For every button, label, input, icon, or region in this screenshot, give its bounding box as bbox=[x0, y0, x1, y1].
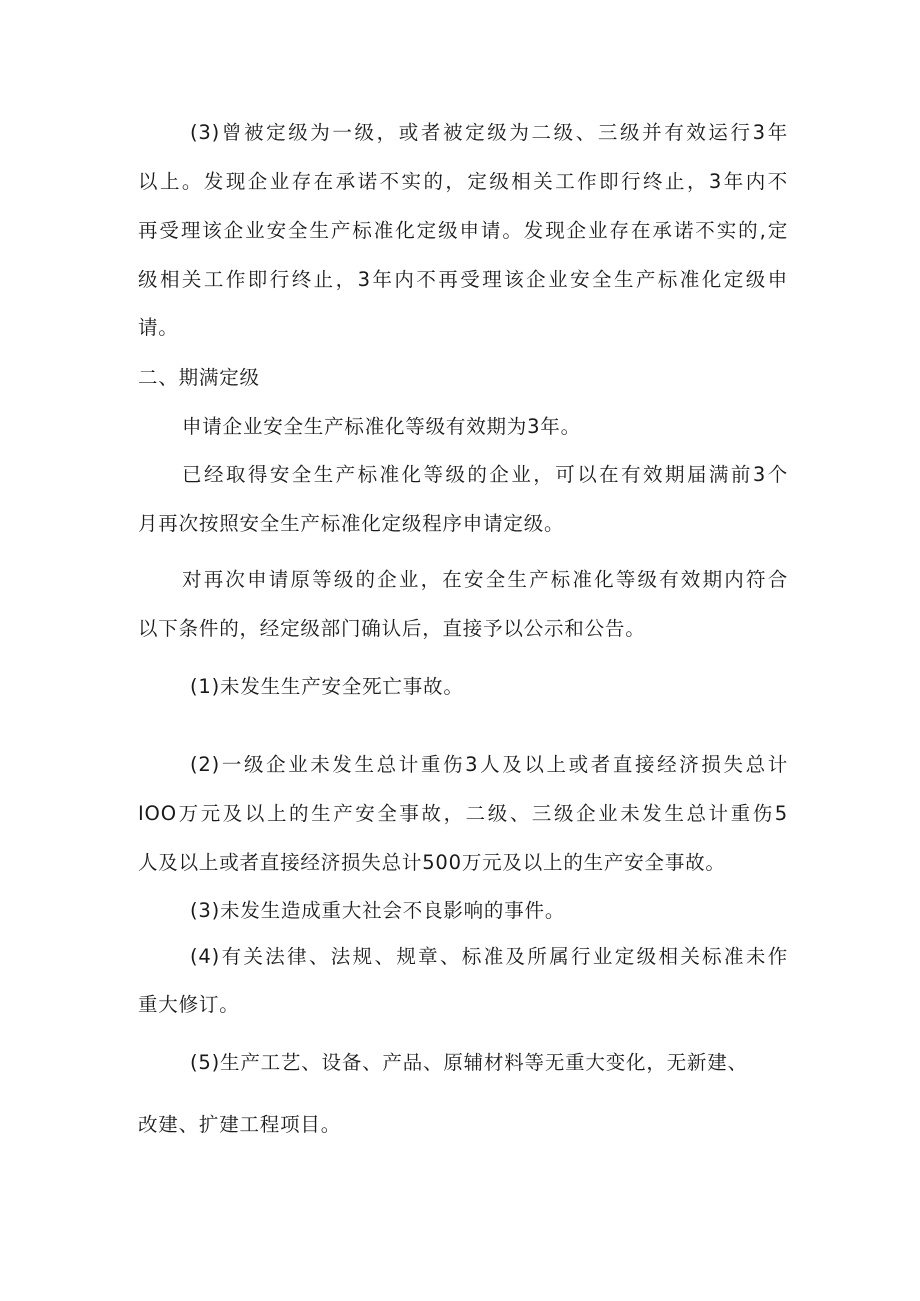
list-item: (1)未发生生产安全死亡事故。 bbox=[190, 675, 464, 698]
text-line: 再受理该企业安全生产标准化定级申请。发现企业存在承诺不实的,定 bbox=[138, 219, 788, 242]
text-line: 请。 bbox=[138, 316, 179, 339]
text-line: 人及以上或者直接经济损失总计500万元及以上的生产安全事故。 bbox=[138, 851, 726, 874]
text-line: 月再次按照安全生产标准化定级程序申请定级。 bbox=[138, 512, 565, 535]
text-line: 改建、扩建工程项目。 bbox=[138, 1113, 342, 1136]
text-line: 已经取得安全生产标准化等级的企业，可以在有效期届满前3个 bbox=[182, 463, 788, 486]
text-line: IOO万元及以上的生产安全事故，二级、三级企业未发生总计重伤5 bbox=[138, 802, 788, 825]
list-item: (3)未发生造成重大社会不良影响的事件。 bbox=[190, 899, 566, 922]
text-line: 申请企业安全生产标准化等级有效期为3年。 bbox=[182, 415, 581, 438]
text-line: 以下条件的，经定级部门确认后，直接予以公示和公告。 bbox=[138, 617, 646, 640]
text-line: 重大修订。 bbox=[138, 993, 240, 1016]
section-heading: 二、期满定级 bbox=[138, 366, 260, 389]
list-item: (4)有关法律、法规、规章、标准及所属行业定级相关标准未作 bbox=[190, 945, 788, 968]
text-line: 级相关工作即行终止，3年内不再受理该企业安全生产标准化定级申 bbox=[138, 268, 788, 291]
text-line: 对再次申请原等级的企业，在安全生产标准化等级有效期内符合 bbox=[182, 568, 788, 591]
list-item: (2)一级企业未发生总计重伤3人及以上或者直接经济损失总计 bbox=[190, 753, 788, 776]
text-line: (3)曾被定级为一级，或者被定级为二级、三级并有效运行3年 bbox=[190, 121, 788, 144]
text-line: 以上。发现企业存在承诺不实的，定级相关工作即行终止，3年内不 bbox=[138, 170, 788, 193]
list-item: (5)生产工艺、设备、产品、原辅材料等无重大变化，无新建、 bbox=[190, 1051, 748, 1074]
